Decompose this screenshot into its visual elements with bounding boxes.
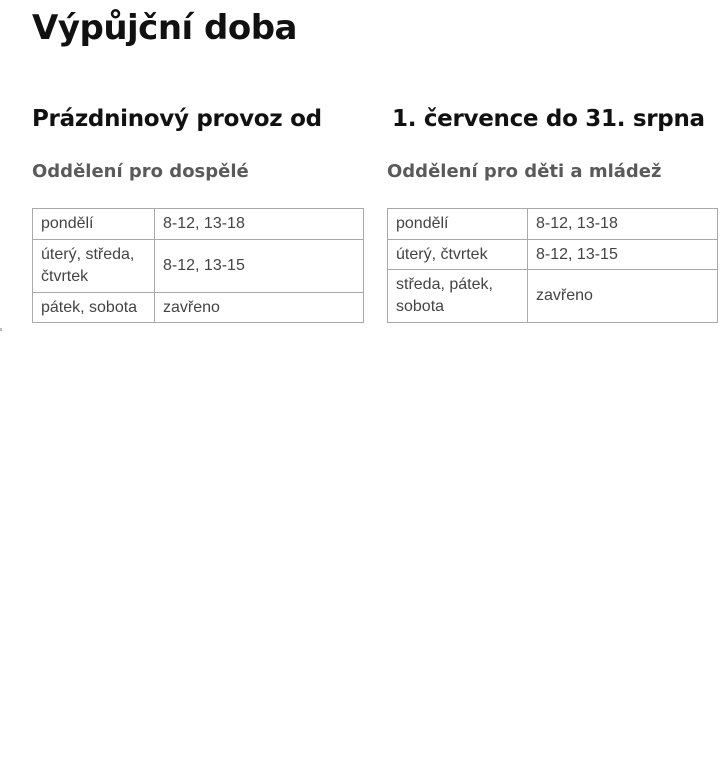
adults-hours-table xyxy=(32,208,364,323)
hours-cell: zavřeno xyxy=(155,293,364,323)
children-department-heading: Oddělení pro děti a mládež xyxy=(387,161,662,182)
holiday-heading-end: 1. července do 31. srpna xyxy=(392,106,705,132)
day-cell: pondělí xyxy=(388,209,528,240)
hours-cell: 8-12, 13-18 xyxy=(528,209,718,240)
day-cell: středa, pátek, sobota xyxy=(388,270,528,323)
day-cell: pátek, sobota xyxy=(33,293,155,323)
hours-cell: 8-12, 13-15 xyxy=(528,240,718,270)
hours-cell: 8-12, 13-15 xyxy=(155,240,364,293)
edge-mark xyxy=(0,328,2,331)
day-cell: úterý, středa, čtvrtek xyxy=(33,240,155,293)
table-row xyxy=(33,209,364,240)
table-row xyxy=(33,240,364,293)
table-row xyxy=(388,209,718,240)
adults-department-heading: Oddělení pro dospělé xyxy=(32,161,249,182)
table-row xyxy=(388,270,718,323)
hours-cell: 8-12, 13-18 xyxy=(155,209,364,240)
day-cell: pondělí xyxy=(33,209,155,240)
holiday-heading-start: Prázdninový provoz od xyxy=(32,106,322,132)
hours-cell: zavřeno xyxy=(528,270,718,323)
children-hours-table xyxy=(387,208,718,323)
page-title: Výpůjční doba xyxy=(32,8,298,48)
day-cell: úterý, čtvrtek xyxy=(388,240,528,270)
table-row xyxy=(388,240,718,270)
table-row xyxy=(33,293,364,323)
